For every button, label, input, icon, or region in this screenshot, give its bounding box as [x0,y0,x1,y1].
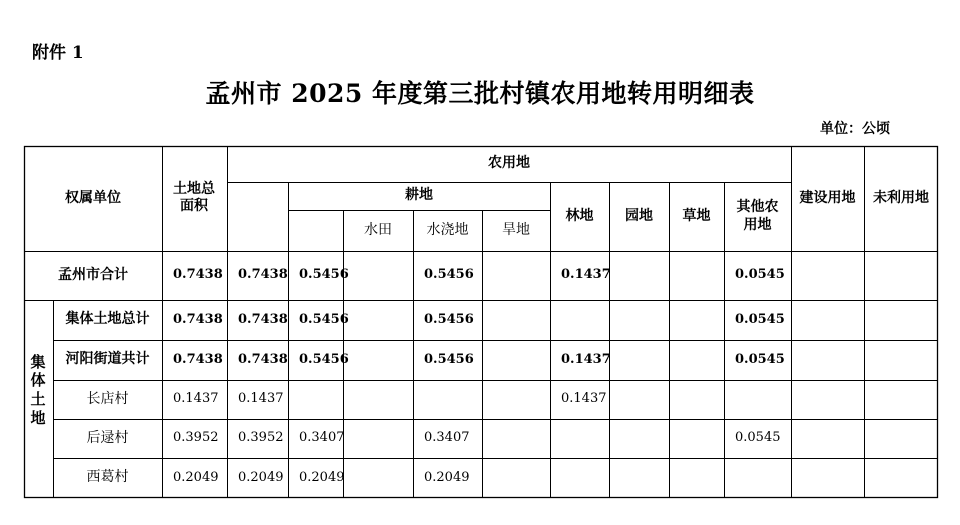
cell-total: 0.1437 [173,391,219,407]
cell-other: 0.0545 [735,351,785,367]
cell-paddy [343,458,413,498]
cell-other [724,458,791,498]
cell-agri: 0.7438 [238,267,288,283]
cell-agri: 0.2049 [238,469,284,485]
row-name: 孟州市合计 [58,266,128,283]
cell-paddy [343,340,413,380]
header-paddy: 水田 [364,221,392,238]
cell-unused [864,380,938,419]
cell-other: 0.0545 [735,430,781,446]
cell-construction [791,419,864,458]
header-dry: 旱地 [502,221,530,238]
cell-forest [550,300,609,340]
cell-other [724,380,791,419]
header-owner: 权属单位 [65,189,121,206]
cell-construction [791,251,864,300]
header-cultivated: 耕地 [405,187,433,204]
cell-dry [482,340,550,380]
row-name: 长店村 [86,390,129,407]
cell-cult: 0.3407 [299,430,345,446]
cell-irrigated: 0.5456 [424,351,474,367]
cell-irrigated: 0.2049 [424,469,470,485]
header-grass: 草地 [682,207,711,224]
cell-garden [609,300,669,340]
cell-total: 0.2049 [173,469,219,485]
header-other-agri: 其他农用地 [736,199,779,233]
cell-grass [669,419,724,458]
cell-irrigated: 0.5456 [424,267,474,283]
row-name: 后逯村 [86,429,129,446]
unit-label: 单位：公顷 [820,121,890,137]
cell-garden [609,419,669,458]
cell-cult [288,380,343,419]
cell-irrigated [413,380,482,419]
cell-paddy [343,251,413,300]
header-irrigated: 水浇地 [426,221,469,238]
cell-forest: 0.1437 [561,267,611,283]
row-name: 河阳街道共计 [65,351,150,368]
cell-unused [864,419,938,458]
cell-forest: 0.1437 [561,351,611,367]
cell-forest [550,419,609,458]
cell-garden [609,340,669,380]
cell-total: 0.7438 [173,311,223,327]
annex-label: 附件 1 [32,43,84,63]
cell-construction [791,340,864,380]
header-unused: 未利用地 [873,189,929,206]
header-garden: 园地 [625,207,653,224]
cell-dry [482,380,550,419]
header-construction: 建设用地 [799,189,856,206]
page-title: 孟州市 2025 年度第三批村镇农用地转用明细表 [205,79,755,108]
cell-unused [864,340,938,380]
cell-total: 0.7438 [173,267,223,283]
cell-unused [864,300,938,340]
cell-garden [609,380,669,419]
cell-construction [791,380,864,419]
cell-irrigated: 0.3407 [424,430,470,446]
cell-cult: 0.5456 [299,267,349,283]
cell-garden [609,251,669,300]
header-forest: 林地 [565,207,594,224]
cell-agri: 0.3952 [238,430,284,446]
row-name: 集体土地总计 [65,311,150,328]
cell-grass [669,458,724,498]
cell-agri: 0.7438 [238,311,288,327]
cell-cult: 0.5456 [299,311,349,327]
cell-paddy [343,380,413,419]
cell-grass [669,340,724,380]
cell-dry [482,300,550,340]
cell-grass [669,380,724,419]
cell-total: 0.7438 [173,351,223,367]
cell-construction [791,300,864,340]
cell-paddy [343,419,413,458]
cell-irrigated: 0.5456 [424,311,474,327]
cell-construction [791,458,864,498]
cell-grass [669,251,724,300]
cell-grass [669,300,724,340]
cell-cult: 0.5456 [299,351,349,367]
cell-forest [550,458,609,498]
cell-cult: 0.2049 [299,469,345,485]
cell-agri: 0.7438 [238,351,288,367]
cell-other: 0.0545 [735,311,785,327]
cell-other: 0.0545 [735,267,785,283]
cell-dry [482,419,550,458]
cell-total: 0.3952 [173,430,219,446]
header-total-area: 土地总面积 [173,180,215,214]
header-agricultural: 农用地 [488,155,530,172]
row-name: 西葛村 [86,469,129,486]
collective-land-label: 集体土地 [30,352,46,427]
cell-agri: 0.1437 [238,391,284,407]
cell-paddy [343,300,413,340]
cell-forest: 0.1437 [561,391,607,407]
cell-dry [482,458,550,498]
cell-unused [864,458,938,498]
cell-dry [482,251,550,300]
cell-garden [609,458,669,498]
cell-unused [864,251,938,300]
